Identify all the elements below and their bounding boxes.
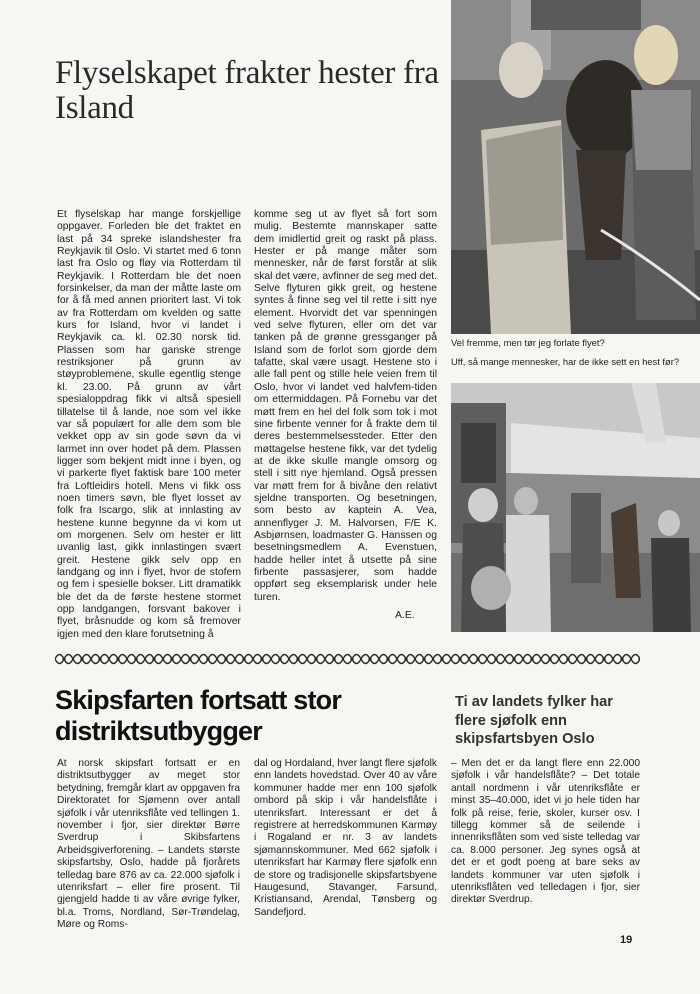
page-number: 19	[620, 934, 633, 946]
shipping-column-1	[57, 758, 240, 932]
ornamental-divider	[55, 650, 640, 668]
article-text: komme seg ut av flyet så fort som mulig. Bestemte mannskaper satte dem imidlertid greit og raskt på plass. Hester er på mange måter som mennesker, når de først forstår at slik skal det være, avfinner de seg med det. Selve flyturen gikk greit, og hestene syntes å finne seg vel til rette i sitt nye element. Hvorvidt det var spenningen ved selve flyturen, eller om det var tanken på de grønne gressganger på Island som de forlot som gjorde dem tafatte, skal være usagt. Hestene sto i alle fall pent og stille hele veien frem til Oslo, hvor vi landet ved halvfem-tiden om ettermiddagen. På Fornebu var det møtt frem en hel del folk som tok i mot sine firbente venner for å frakte dem til deres bestemmelsessteder. Etter den møttagelse hestene fikk, var det tydelig at de ikke skulle mangle omsorg og stell i sitt nye hjemland. Også pressen var møtt frem for å bivåne den relativt sjeldne transporten. Og besetningen, som besto av kaptein A. Vea, annenflyger J. M. Halvorsen, F/E K. Asbjørnsen, loadmaster G. Hanssen og besetningsmedlem A. Evenstuen, hadde heller intet å utsette på sine firbente passasjerer, som hadde oppført seg eksemplarisk under hele turen.	[254, 209, 437, 603]
article-column-1	[57, 209, 241, 641]
photo-crowd-at-airport	[451, 383, 700, 632]
article-text: dal og Hordaland, hver langt flere sjøfolk enn landets hovedstad. Over 40 av våre kommuner hadde mer enn 100 sjøfolk ombord på skip i vår handelsflåte i utenriksfart. Interessant er det å registrere at herredskommunen Karmøy i Rogaland er nr. 3 av landets sjømannskommuner. Med 662 sjøfolk i utenriksfart har Karmøy flere sjøfolk enn de store og tradisjonelle skipsfartsbyene Haugesund, Stavanger, Farsund, Kristiansand, Arendal, Tønsberg og Sandefjord.	[254, 758, 437, 918]
shipping-column-3	[451, 758, 640, 907]
shipping-column-2	[254, 758, 437, 919]
photo-caption-2: Uff, så mange mennesker, har de ikke sett en hest før?	[451, 356, 680, 367]
article-text: At norsk skipsfart fortsatt er en distriktsutbygger av meget stor betydning, fremgår klart av oppgaven fra Direktoratet for Sjømenn over antall sjøfolk i vår utenriksflåte ved tellingen 1. november i fjor, sier direktør Børre Sverdrup i Skibsfartens Arbeidsgiverforening. – Landets største skipsfartsby, Oslo, hadde på fjorårets telledag bare 876 av ca. 22.000 sjøfolk i utenriksfart – eller fire prosent. Til gjengjeld hadde ti av våre øvrige fylker, bl.a. Troms, Nordland, Sør-Trøndelag, Møre og Roms-	[57, 758, 240, 931]
article-text: – Men det er da langt flere enn 22.000 sjøfolk i vår handelsflåte? – Det totale antall nordmenn i vår utenriksflåte er minst 35–40.000, idet vi jo hele tiden har folk på reise, ferie, skoler, kurser osv. I tillegg kommer så de seilende i innenriksflåten som ved siste telledag var ca. 8.000 personer. Jeg synes også at det er et godt poeng at bare seks av landets kommuner var uten sjøfolk i utenriksflåten ved telledagen i fjor, sier direktør Sverdrup.	[451, 758, 640, 906]
article-title-horses: Flyselskapet frakter hester fra Island	[55, 55, 439, 126]
article-column-2	[254, 209, 437, 604]
photo-horse-in-plane	[451, 0, 700, 334]
article-title-shipping: Skipsfarten fortsatt stor distriktsutbygger	[55, 685, 342, 746]
sidebar-heading: Ti av landets fylker har flere sjøfolk enn skipsfartsbyen Oslo	[455, 694, 613, 747]
author-signature: A.E.	[395, 610, 415, 621]
article-text: Et flyselskap har mange forskjellige oppgaver. Forleden ble det fraktet en last på 34 spreke islandshester fra Reykjavik til Oslo. Vi startet med 6 tonn last fra Oslo og fløy via Rotterdam til Reykjavik. I Rotterdam ble det noen forsinkelser, da man der måtte laste om for å få med annen prioritert last. Vi tok av fra Rotterdam om kvelden og satte kurs for Island, hvor vi landet i Reykjavik ca. kl. 02.30 norsk tid. Plassen som har ganske strenge restriksjoner på grunn av støyproblemene, skulle egentlig stenge kl. 23.00. På grunn av vårt spesialoppdrag fikk vi altså spesiell tillatelse til å lande, noe som vel ikke var så populært for alle dem som ble vekket opp av sin gode søvn da vi larmet inn over hodet på dem. Plassen ligger som bekjent midt inne i byen, og vi parkerte flyet faktisk bare 100 meter fra Loftleidirs hotell. Mens vi fikk oss noen timers søvn, ble flyet losset av folk fra Iscargo, slik at innlasting av hestene kunne begynne da vi kom ut om morgenen. Selv om hester er litt uvanlig last, gikk innlastingen svært greit. Hestene gikk selv opp en landgang og inn i flyet, hvor de stofem og fem i spesielle bokser. Litt dramatikk ble det da de første hestene stormet opp landgangen, forsvant bakover i flyet, bråsnudde og kom så fremover igjen med den klare forutsetning å	[57, 209, 241, 640]
photo-caption-1: Vel fremme, men tør jeg forlate flyet?	[451, 337, 605, 348]
